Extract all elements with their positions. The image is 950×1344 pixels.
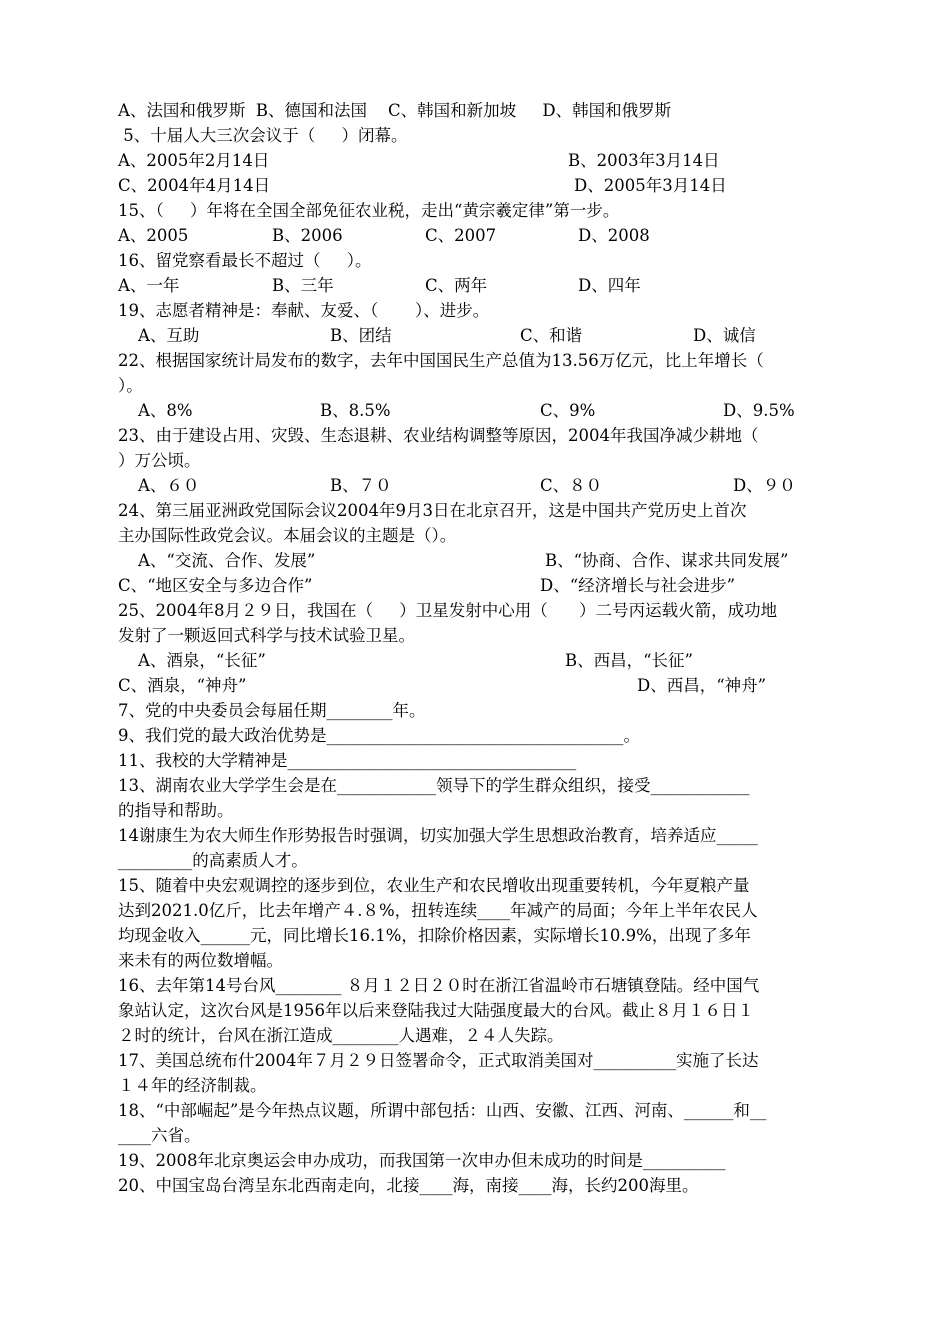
q22-option-b: B、8.5% — [320, 401, 391, 420]
q25-option-c: C、酒泉，“神舟” — [118, 676, 247, 695]
q15-option-b: B、2006 — [272, 226, 343, 245]
q15-option-a: A、2005 — [118, 226, 189, 245]
blank-question-15-cont3: 来未有的两位数增幅。 — [118, 951, 283, 970]
blank-question-13-cont: 的指导和帮助。 — [118, 801, 234, 820]
q19-option-c: C、和谐 — [520, 326, 583, 345]
q15-option-d: D、2008 — [578, 226, 650, 245]
q16-option-a: A、一年 — [118, 276, 180, 295]
q19-option-a: A、互助 — [138, 326, 200, 345]
blank-question-14-cont: _________的高素质人才。 — [118, 851, 308, 870]
q16-option-c: C、两年 — [425, 276, 488, 295]
question-23-cont: ）万公顷。 — [118, 451, 201, 470]
q24-option-a: A、“交流、合作、发展” — [138, 551, 316, 570]
question-23: 23、由于建设占用、灾毁、生态退耕、农业结构调整等原因，2004年我国净减少耕地（ — [118, 426, 759, 445]
blank-question-18-cont: ____六省。 — [118, 1126, 201, 1145]
blank-question-9: 9、我们党的最大政治优势是____________________________________。 — [118, 726, 640, 745]
blank-question-17-cont: １４年的经济制裁。 — [118, 1076, 267, 1095]
q16-option-b: B、三年 — [272, 276, 334, 295]
q25-option-b: B、西昌，“长征” — [565, 651, 693, 670]
blank-question-16-cont2: ２时的统计，台风在浙江造成________人遇难，２４人失踪。 — [118, 1026, 564, 1045]
q23-option-d: D、９０ — [733, 476, 796, 495]
blank-question-19: 19、2008年北京奥运会申办成功，而我国第一次申办但未成功的时间是__________ — [118, 1151, 726, 1170]
blank-question-17: 17、美国总统布什2004年７月２９日签署命令，正式取消美国对__________实施了长达 — [118, 1051, 759, 1070]
q24-option-b: B、“协商、合作、谋求共同发展” — [545, 551, 789, 570]
question-5: 5、十届人大三次会议于（ ）闭幕。 — [118, 126, 408, 145]
q16-option-d: D、四年 — [578, 276, 641, 295]
q5-option-c: C、2004年4月14日 — [118, 176, 271, 195]
q5-option-d: D、2005年3月14日 — [574, 176, 727, 195]
q22-option-c: C、9% — [540, 401, 596, 420]
q25-option-d: D、西昌，“神舟” — [637, 676, 767, 695]
question-15: 15、（ ）年将在全国全部免征农业税，走出“黄宗羲定律”第一步。 — [118, 201, 620, 220]
q23-option-a: A、６０ — [138, 476, 200, 495]
q23-option-b: B、７０ — [330, 476, 392, 495]
question-24-cont: 主办国际性政党会议。本届会议的主题是（）。 — [118, 526, 457, 545]
blank-question-18: 18、“中部崛起”是今年热点议题，所谓中部包括：山西、安徽、江西、河南、______和__ — [118, 1101, 767, 1120]
q5-option-b: B、2003年3月14日 — [568, 151, 720, 170]
blank-question-16-cont1: 象站认定，这次台风是1956年以后来登陆我过大陆强度最大的台风。截止８月１６日１ — [118, 1001, 754, 1020]
q15-option-c: C、2007 — [425, 226, 497, 245]
blank-question-14: 14谢康生为农大师生作形势报告时强调，切实加强大学生思想政治教育，培养适应_____ — [118, 826, 758, 845]
blank-question-15: 15、随着中央宏观调控的逐步到位，农业生产和农民增收出现重要转机，今年夏粮产量 — [118, 876, 750, 895]
question-22: 22、根据国家统计局发布的数字，去年中国国民生产总值为13.56万亿元，比上年增长（ — [118, 351, 764, 370]
q22-option-d: D、9.5% — [723, 401, 795, 420]
q23-option-c: C、８０ — [540, 476, 603, 495]
question-19: 19、志愿者精神是：奉献、友爱、（ ）、进步。 — [118, 301, 490, 320]
q24-option-c: C、“地区安全与多边合作” — [118, 576, 313, 595]
question-16: 16、留党察看最长不超过（ ）。 — [118, 251, 372, 270]
question-24: 24、第三届亚洲政党国际会议2004年9月3日在北京召开，这是中国共产党历史上首次 — [118, 501, 747, 520]
blank-question-13: 13、湖南农业大学学生会是在____________领导下的学生群众组织，接受____________ — [118, 776, 750, 795]
q19-option-b: B、团结 — [330, 326, 392, 345]
question-25-cont: 发射了一颗返回式科学与技术试验卫星。 — [118, 626, 415, 645]
q24-option-d: D、“经济增长与社会进步” — [540, 576, 736, 595]
question-25: 25、2004年8月２９日，我国在（ ）卫星发射中心用（ ）二号丙运载火箭，成功地 — [118, 601, 778, 620]
blank-question-15-cont2: 均现金收入______元，同比增长16.1%，扣除价格因素，实际增长10.9%，出现了多年 — [118, 926, 751, 945]
blank-question-11: 11、我校的大学精神是___________________________________ — [118, 751, 577, 770]
q25-option-a: A、酒泉，“长征” — [138, 651, 266, 670]
q-options-prev: A、法国和俄罗斯 B、德国和法国 C、韩国和新加坡 D、韩国和俄罗斯 — [118, 101, 672, 120]
blank-question-15-cont1: 达到2021.0亿斤，比去年增产４.８%，扭转连续____年减产的局面；今年上半年农民人 — [118, 901, 758, 920]
blank-question-7: 7、党的中央委员会每届任期________年。 — [118, 701, 426, 720]
blank-question-16: 16、去年第14号台风________ ８月１２日２０时在浙江省温岭市石塘镇登陆。经中国气 — [118, 976, 760, 995]
q22-option-a: A、8% — [138, 401, 193, 420]
blank-question-20: 20、中国宝岛台湾呈东北西南走向，北接____海，南接____海，长约200海里。 — [118, 1176, 699, 1195]
question-22-cont: ）。 — [118, 376, 143, 395]
q5-option-a: A、2005年2月14日 — [118, 151, 270, 170]
q19-option-d: D、诚信 — [693, 326, 756, 345]
